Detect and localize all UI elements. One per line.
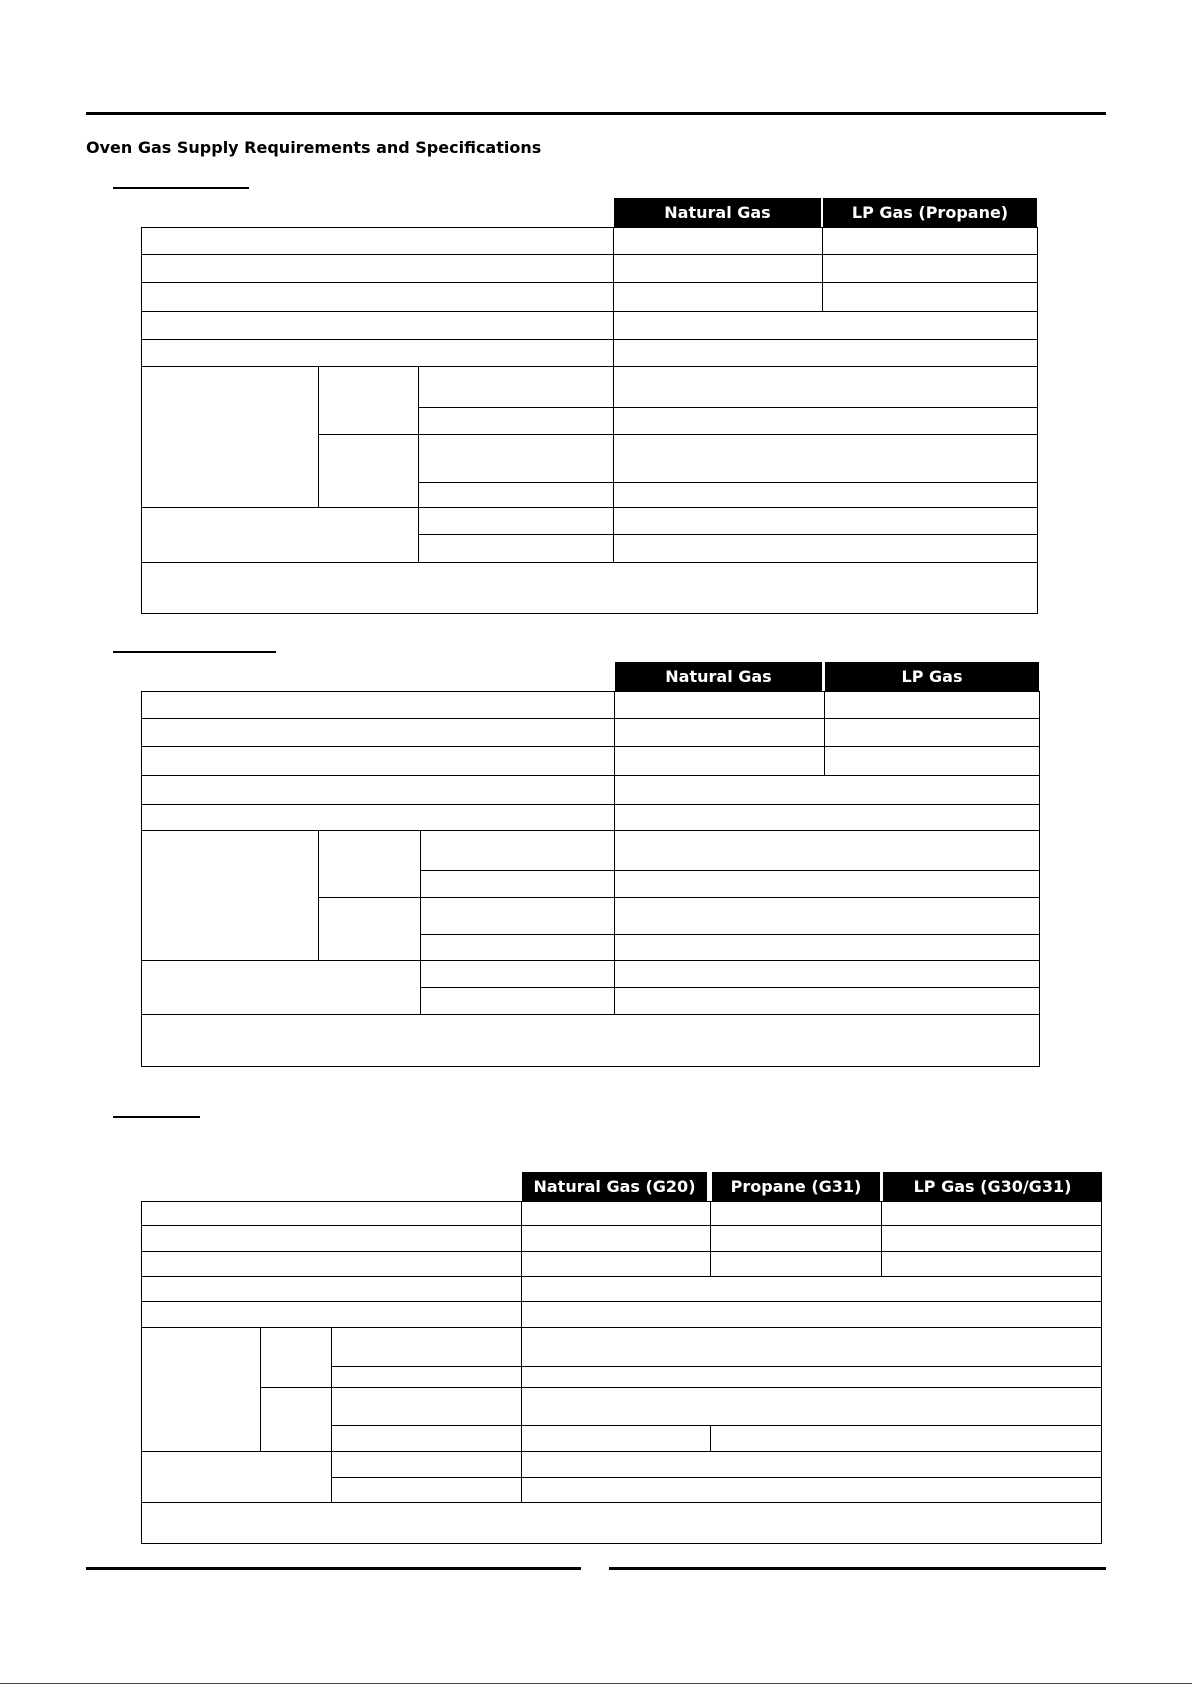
- table-cell: [260, 1327, 333, 1389]
- table-cell: [613, 339, 1038, 368]
- table-cell: [141, 366, 320, 509]
- table-cell: [613, 482, 1038, 509]
- table-note-cell: [141, 1502, 1102, 1544]
- table-cell: [141, 339, 615, 368]
- column-header: LP Gas (Propane): [823, 198, 1037, 227]
- table-cell: [331, 1366, 523, 1389]
- table-cell: [141, 227, 615, 256]
- page-bottom-line: [0, 1683, 1192, 1684]
- table-cell: [521, 1387, 1102, 1427]
- table-cell: [613, 227, 824, 256]
- table-cell: [141, 746, 616, 777]
- table-cell: [614, 987, 1040, 1016]
- table-cell: [614, 746, 826, 777]
- top-rule: [86, 112, 1106, 115]
- table-cell: [824, 718, 1040, 748]
- table-cell: [331, 1451, 523, 1479]
- column-header: Natural Gas: [615, 662, 822, 691]
- table-cell: [420, 830, 616, 872]
- table-cell: [141, 1251, 523, 1278]
- table-cell: [613, 434, 1038, 484]
- table-cell: [141, 960, 422, 1016]
- footer-rule-left: [86, 1567, 581, 1570]
- table-cell: [521, 1425, 712, 1453]
- table-cell: [331, 1327, 523, 1368]
- table-cell: [822, 227, 1038, 256]
- table-cell: [881, 1201, 1102, 1227]
- table-cell: [521, 1225, 712, 1253]
- table-cell: [613, 534, 1038, 564]
- table-cell: [822, 254, 1038, 284]
- table-note-cell: [141, 1014, 1040, 1067]
- table-cell: [420, 934, 616, 962]
- table-cell: [141, 1301, 523, 1329]
- table-cell: [521, 1366, 1102, 1389]
- table-cell: [521, 1276, 1102, 1303]
- column-header: Natural Gas (G20): [522, 1172, 707, 1201]
- table-cell: [331, 1387, 523, 1427]
- table-cell: [521, 1477, 1102, 1504]
- table-cell: [141, 804, 616, 832]
- table-cell: [318, 434, 420, 509]
- table-cell: [141, 1327, 262, 1453]
- table-cell: [141, 1225, 523, 1253]
- table-cell: [418, 482, 615, 509]
- table-cell: [521, 1201, 712, 1227]
- table-cell: [331, 1425, 523, 1453]
- table-cell: [318, 830, 422, 899]
- table-cell: [141, 1276, 523, 1303]
- table-cell: [418, 407, 615, 436]
- table-cell: [614, 897, 1040, 936]
- table-cell: [141, 830, 320, 962]
- table-cell: [420, 987, 616, 1016]
- section-2-heading-underline: [113, 651, 276, 653]
- table-cell: [614, 870, 1040, 899]
- column-header: Natural Gas: [614, 198, 821, 227]
- table-cell: [613, 254, 824, 284]
- column-header: LP Gas (G30/G31): [883, 1172, 1102, 1201]
- table-cell: [881, 1225, 1102, 1253]
- table-cell: [418, 434, 615, 484]
- table-cell: [521, 1327, 1102, 1368]
- table-cell: [710, 1225, 883, 1253]
- table-cell: [521, 1251, 712, 1278]
- table-cell: [331, 1477, 523, 1504]
- table-cell: [881, 1251, 1102, 1278]
- table-cell: [521, 1301, 1102, 1329]
- table-cell: [613, 311, 1038, 341]
- table-cell: [613, 407, 1038, 436]
- table-note-cell: [141, 562, 1038, 614]
- section-3-heading-underline: [113, 1116, 200, 1118]
- table-cell: [141, 254, 615, 284]
- column-header: Propane (G31): [712, 1172, 880, 1201]
- table-cell: [613, 282, 824, 313]
- table-cell: [710, 1425, 1102, 1453]
- table-cell: [420, 870, 616, 899]
- table-cell: [418, 534, 615, 564]
- table-cell: [824, 691, 1040, 720]
- table-cell: [141, 282, 615, 313]
- table-cell: [614, 830, 1040, 872]
- table-cell: [824, 746, 1040, 777]
- table-cell: [318, 897, 422, 962]
- table-cell: [521, 1451, 1102, 1479]
- table-cell: [614, 691, 826, 720]
- table-cell: [418, 507, 615, 536]
- table-cell: [614, 804, 1040, 832]
- table-cell: [418, 366, 615, 409]
- table-cell: [141, 691, 616, 720]
- table-cell: [613, 507, 1038, 536]
- table-cell: [420, 960, 616, 989]
- table-cell: [614, 960, 1040, 989]
- column-header: LP Gas: [825, 662, 1039, 691]
- table-cell: [420, 897, 616, 936]
- table-cell: [260, 1387, 333, 1453]
- table-cell: [141, 1451, 333, 1504]
- table-cell: [318, 366, 420, 436]
- table-cell: [141, 507, 420, 564]
- table-cell: [141, 311, 615, 341]
- page-title: Oven Gas Supply Requirements and Specifications: [86, 138, 542, 157]
- table-cell: [141, 775, 616, 806]
- table-cell: [822, 282, 1038, 313]
- table-cell: [710, 1251, 883, 1278]
- section-1-heading-underline: [113, 187, 249, 189]
- table-cell: [613, 366, 1038, 409]
- table-cell: [614, 934, 1040, 962]
- table-cell: [141, 1201, 523, 1227]
- table-cell: [710, 1201, 883, 1227]
- footer-rule-right: [609, 1567, 1106, 1570]
- table-cell: [614, 775, 1040, 806]
- table-cell: [141, 718, 616, 748]
- table-cell: [614, 718, 826, 748]
